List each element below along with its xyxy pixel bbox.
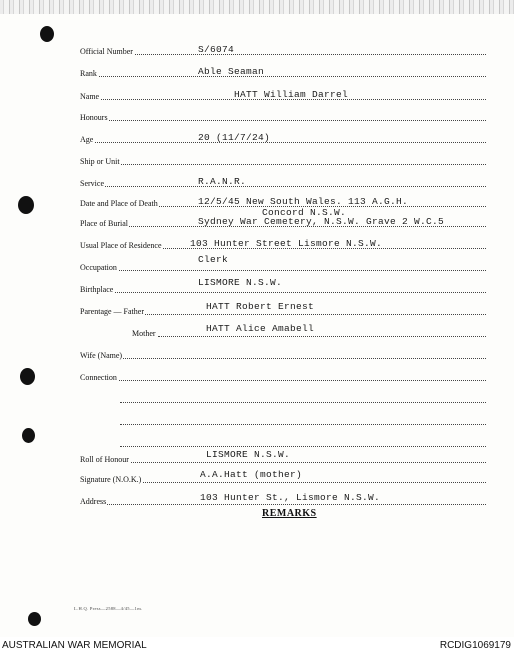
date-place-death-value: 12/5/45 New South Wales. 113 A.G.H. [198, 196, 409, 207]
official-number-label: Official Number [80, 47, 133, 56]
row-roll-of-honour [0, 446, 514, 466]
row-service [0, 170, 514, 190]
scan-edge [0, 0, 514, 14]
occupation-label: Occupation [80, 263, 117, 272]
parentage-mother-value: HATT Alice Amabell [206, 323, 315, 334]
row-date-place-death [0, 190, 514, 210]
usual-residence-value: 103 Hunter Street Lismore N.S.W. [190, 238, 383, 249]
parentage-mother-label: Mother [132, 329, 156, 338]
row-signature [0, 466, 514, 486]
place-of-burial-value: Sydney War Cemetery, N.S.W. Grave 2 W.C.5 [198, 216, 445, 227]
service-value: R.A.N.R. [198, 176, 247, 187]
printer-note: L.H.Q. Press—2588—4/45—1m. [74, 606, 143, 611]
row-ship-or-unit [0, 148, 514, 168]
connection-line-3 [0, 408, 514, 428]
dotted-line [120, 424, 486, 425]
dotted-line [80, 164, 486, 165]
binder-hole-bottom [28, 612, 41, 626]
dotted-line [80, 120, 486, 121]
row-wife [0, 342, 514, 362]
row-connection [0, 364, 514, 384]
dotted-line [80, 358, 486, 359]
rank-value: Able Seaman [198, 66, 265, 77]
dotted-line [80, 292, 486, 293]
address-label: Address [80, 497, 107, 506]
address-value: 103 Hunter St., Lismore N.S.W. [200, 492, 381, 503]
birthplace-value: LISMORE N.S.W. [198, 277, 283, 288]
signature-value: A.A.Hatt (mother) [200, 469, 303, 480]
row-birthplace [0, 276, 514, 296]
parentage-father-value: HATT Robert Ernest [206, 301, 315, 312]
name-value: HATT William Darrel [234, 89, 349, 100]
connection-label: Connection [80, 373, 117, 382]
dotted-line [80, 142, 486, 143]
name-label: Name [80, 92, 100, 101]
row-parentage-father [0, 298, 514, 318]
dotted-line [80, 380, 486, 381]
wife-label: Wife (Name) [80, 351, 123, 360]
row-place-of-burial [0, 207, 514, 230]
date-place-death-label: Date and Place of Death [80, 199, 158, 208]
age-value: 20 (11/7/24) [198, 132, 271, 143]
dotted-line [80, 76, 486, 77]
remarks-heading: REMARKS [262, 508, 317, 519]
roll-of-honour-value: LISMORE N.S.W. [206, 449, 291, 460]
row-name [0, 83, 514, 103]
place-of-burial-label: Place of Burial [80, 219, 128, 228]
birthplace-label: Birthplace [80, 285, 114, 294]
usual-residence-label: Usual Place of Residence [80, 241, 162, 250]
official-number-value: S/6074 [198, 44, 235, 55]
row-rank [0, 60, 514, 80]
footer-right-text: RCDIG1069179 [439, 640, 511, 651]
age-label: Age [80, 135, 94, 144]
dotted-line [80, 504, 486, 505]
row-usual-residence [0, 232, 514, 252]
footer-left-text: AUSTRALIAN WAR MEMORIAL [2, 640, 147, 651]
parentage-father-label: Parentage — Father [80, 307, 144, 316]
row-age [0, 126, 514, 146]
row-honours [0, 104, 514, 124]
roll-of-honour-label: Roll of Honour [80, 455, 129, 464]
rank-label: Rank [80, 69, 97, 78]
row-parentage-mother [0, 320, 514, 340]
date-place-death-continuation: Concord N.S.W. [262, 207, 347, 218]
dotted-line [158, 336, 486, 337]
row-official-number [0, 38, 514, 58]
archive-footer [0, 638, 514, 654]
dotted-line [120, 402, 486, 403]
row-occupation [0, 254, 514, 274]
signature-label: Signature (N.O.K.) [80, 475, 142, 484]
occupation-value: Clerk [198, 254, 229, 265]
honours-label: Honours [80, 113, 108, 122]
dotted-line [80, 270, 486, 271]
dotted-line [80, 462, 486, 463]
row-address [0, 488, 514, 508]
service-label: Service [80, 179, 104, 188]
dotted-line [80, 54, 486, 55]
connection-line-2 [0, 386, 514, 406]
dotted-line [80, 186, 486, 187]
ship-or-unit-label: Ship or Unit [80, 157, 120, 166]
